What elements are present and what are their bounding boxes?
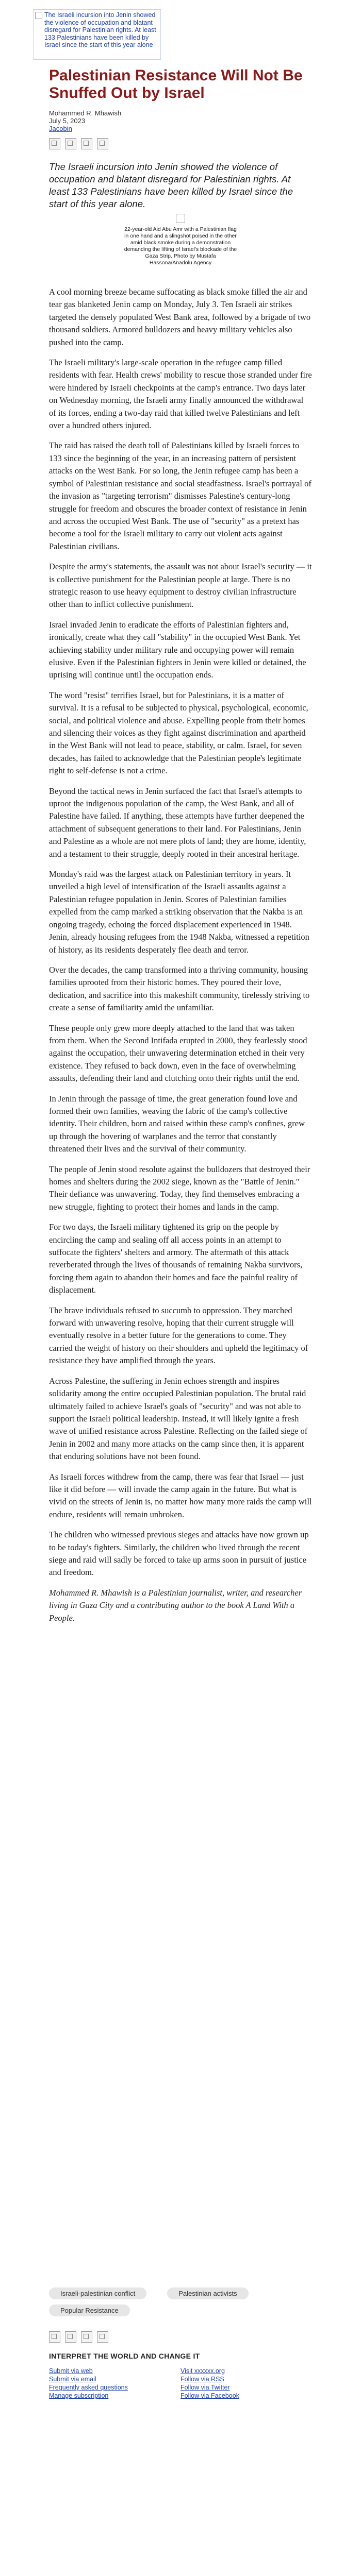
share-icon[interactable] xyxy=(65,138,76,149)
share-icon[interactable] xyxy=(97,2331,108,2343)
footer-link[interactable]: Visit xxxxxx.org xyxy=(180,2367,225,2375)
footer-links-left xyxy=(49,2367,180,2400)
article-dek: The Israeli incursion into Jenin showed the violence of occupation and blatant disregard for Palestinian rights. At least 133 Palestinians have been killed by Israel since the start of this year alone. xyxy=(49,161,293,209)
footer-links-right xyxy=(180,2367,312,2400)
footer-heading: INTERPRET THE WORLD AND CHANGE IT xyxy=(49,2352,200,2360)
share-icon[interactable] xyxy=(65,2331,76,2343)
body-paragraph: In Jenin through the passage of time, the great generation found love and formed their own families, weaving the fabric of the camp's collective identity. Their children, born and raised within these camp's confines, grew up through the hovering of warplanes and the terror that constantly threatened their lives and the survival of their community. xyxy=(49,1093,305,1154)
author-bio: Mohammed R. Mhawish is a Palestinian journalist, writer, and researcher living in Gaza City and a contributing author to the book A Land With a People. xyxy=(49,1587,302,1623)
body-paragraph: The children who witnessed previous sieges and attacks have now grown up to be today's fighters. Similarly, the children who lived through the recent siege and raid will sadly be forced to take up arms soon in pursuit of justice and freedom. xyxy=(49,1530,309,1578)
body-paragraph: The raid has raised the death toll of Palestinians killed by Israeli forces to 133 since the beginning of the year, in an increasing pattern of persistent attacks on the West Bank. For so long, the Jenin refugee camp has been a symbol of Palestinian resistance and social steadfastness. Israel's portrayal of the invasion as "targeting terrorism" dismisses Palestine's century-long struggle for freedom and obscures the broader context of resistance in Jenin and across the occupied West Bank. The use of "security" as a pretext has become a tool for the Israeli military to carry out violent acts against Palestinian civilians. xyxy=(49,440,311,551)
share-icon[interactable] xyxy=(97,138,108,149)
tag-chip[interactable]: Palestinian activists xyxy=(167,2287,248,2299)
tag-chip[interactable]: Popular Resistance xyxy=(49,2304,130,2316)
photo-placeholder-icon xyxy=(176,214,185,223)
byline xyxy=(49,109,121,132)
body-paragraph: As Israeli forces withdrew from the camp, there was fear that Israel — just like it did before — will invade the camp again in the future. But what is vivid on the streets of Jenin is, no matter how many more raids the camp will endure, residents will remain unbroken. xyxy=(49,1471,312,1519)
email-body xyxy=(26,0,335,2576)
body-paragraph: Monday's raid was the largest attack on Palestinian territory in years. It unveiled a high level of intensification of the Israeli assaults against a Palestinian refugee population in Jenin. Scores of Palestinian families expelled from the camp marked a striking observation that the Nakba is an ongoing tragedy, echoing the forced displacement experienced in 1948. Jenin, already housing refugees from the 1948 Nakba, witnessed a repetition of history, as its residents desperately flee death and terror. xyxy=(49,869,309,955)
article-body xyxy=(49,286,312,1632)
share-buttons-top xyxy=(49,138,108,149)
footer-link[interactable]: Submit via email xyxy=(49,2376,96,2383)
tag-list xyxy=(49,2287,312,2316)
footer-link[interactable]: Follow via Facebook xyxy=(180,2392,239,2399)
body-paragraph: Israel invaded Jenin to eradicate the efforts of Palestinian fighters and, ironically, create what they call "stability" in the occupied West Bank. Yet achieving stability under military rule and occupying power will remain elusive. Even if the Palestinian fighters in Jenin were killed or detained, the uprising will continue until the occupation ends. xyxy=(49,619,306,680)
body-paragraph: The word "resist" terrifies Israel, but for Palestinians, it is a matter of survival. It is a refusal to be subjected to physical, psychological, economic, social, and political violence and abuse. Expelling people from their homes and silencing their voices as they fight against discrimination and apartheid in the West Bank will not lead to peace, stability, or calm. Israel, for seven decades, has failed to acknowledge that the Palestinian people's legitimate right to self-defense is not a crime. xyxy=(49,690,308,776)
footer-link[interactable]: Frequently asked questions xyxy=(49,2384,128,2391)
body-paragraph: Despite the army's statements, the assault was not about Israel's security — it is collective punishment for the Palestinian people at large. There is no strategic reason to use heavy equipment to destroy civilian infrastructure other than to inflict collective punishment. xyxy=(49,562,312,609)
footer-link[interactable]: Manage subscription xyxy=(49,2392,109,2399)
share-icon[interactable] xyxy=(49,138,60,149)
photo-caption: 22-year-old Aid Abu Amr with a Palestinian flag in one hand and a slingshot poised in the other amid black smoke during a demonstration demanding the lifting of Israel's blockade of the Gaza Strip. Photo by Mustafa Hassona/Anadolu Agency xyxy=(124,226,237,266)
footer-link[interactable]: Follow via Twitter xyxy=(180,2384,230,2391)
header-image-alt-text: The Israeli incursion into Jenin showed the violence of occupation and blatant disregard for Palestinian rights. At least 133 Palestinians have been killed by Israel since the start of this year alone xyxy=(44,11,156,48)
body-paragraph: Beyond the tactical news in Jenin surfaced the fact that Israel's attempts to uproot the indigenous population of the camp, the West Bank, and all of Palestine have failed. If anything, these attempts have further deepened the attachment of subsequent generations to their land. For Palestinians, Jenin and Palestine as a whole are not mere plots of land; they are home, identity, and a testament to their struggle, deeply rooted in their ancestral heritage. xyxy=(49,786,306,859)
article-title: Palestinian Resistance Will Not Be Snuffed Out by Israel xyxy=(49,67,303,101)
body-paragraph: For two days, the Israeli military tightened its grip on the people by encircling the camp and sealing off all access points in an attempt to suffocate the fighters' shelters and armory. The aftermath of this attack reverberated through the lives of thousands of remaining Nakba survivors, forcing them again to abandon their homes and face the painful reality of displacement. xyxy=(49,1222,303,1295)
footer-links xyxy=(49,2367,312,2400)
body-paragraph: The Israeli military's large-scale operation in the refugee camp filled residents with fear. Health crews' mobility to rescue those stranded under fire were hindered by Israeli checkpoints at the camp's entrance. Two days later on Wednesday morning, the Israeli army finally announced the withdrawal of its forces, ending a two-day raid that killed twelve Palestinians and left over a hundred others injured. xyxy=(49,358,312,431)
body-paragraph: The brave individuals refused to succumb to oppression. They marched forward with unwavering resolve, hoping that their current struggle will eventually resolve in a better future for the generations to come. They carried the weight of history on their shoulders and upheld the legitimacy of resistance they have amplified through the years. xyxy=(49,1305,308,1366)
header-image[interactable] xyxy=(33,9,161,60)
article-photo xyxy=(124,214,237,266)
share-icon[interactable] xyxy=(81,138,92,149)
body-paragraph: Across Palestine, the suffering in Jenin echoes strength and inspires solidarity among the entire occupied Palestinian population. The brutal raid ultimately failed to achieve Israel's goals of "security" and was not able to support the Israeli political leadership. Instead, it will likely ignite a fresh wave of unified resistance across Palestine. Reflecting on the failed siege of Jenin in 2002 and many more attacks on the camp since then, it is apparent that enduring solutions have not been found. xyxy=(49,1376,308,1462)
tag-chip[interactable]: Israeli-palestinian conflict xyxy=(49,2287,146,2299)
body-paragraph: These people only grew more deeply attached to the land that was taken from them. When the Second Intifada erupted in 2000, they fearlessly stood against the occupation, their unwavering determination etched in their very existence. They refused to back down, even in the face of overwhelming assaults, defending their land and clutching onto their rights until the end. xyxy=(49,1023,307,1083)
broken-image-icon xyxy=(35,12,42,19)
footer-link[interactable]: Follow via RSS xyxy=(180,2376,224,2383)
footer-link[interactable]: Submit via web xyxy=(49,2367,93,2375)
body-paragraph: A cool morning breeze became suffocating as black smoke filled the air and tear gas blanketed Jenin camp on Monday, July 3. Ten Israeli air strikes targeted the densely populated West Bank area, followed by a brigade of two thousand soldiers. Armored bulldozers and heavy military vehicles also pushed into the camp. xyxy=(49,287,311,347)
share-buttons-bottom xyxy=(49,2331,108,2343)
body-paragraph: The people of Jenin stood resolute against the bulldozers that destroyed their homes and shelters during the 2002 siege, known as the "Battle of Jenin." Their defiance was unwavering. Today, they find themselves embracing a new struggle, fighting to protect their homes and lands in the camp. xyxy=(49,1164,310,1212)
share-icon[interactable] xyxy=(81,2331,92,2343)
source-link[interactable]: Jacobin xyxy=(49,125,72,132)
author-name: Mohammed R. Mhawish xyxy=(49,109,122,117)
share-icon[interactable] xyxy=(49,2331,60,2343)
body-paragraph: Over the decades, the camp transformed into a thriving community, housing families uprooted from their historic homes. They poured their love, dedication, and sacrifice into this makeshift community, tirelessly striving to create a sense of familiarity amid the unfamiliar. xyxy=(49,964,310,1013)
publish-date: July 5, 2023 xyxy=(49,117,86,125)
